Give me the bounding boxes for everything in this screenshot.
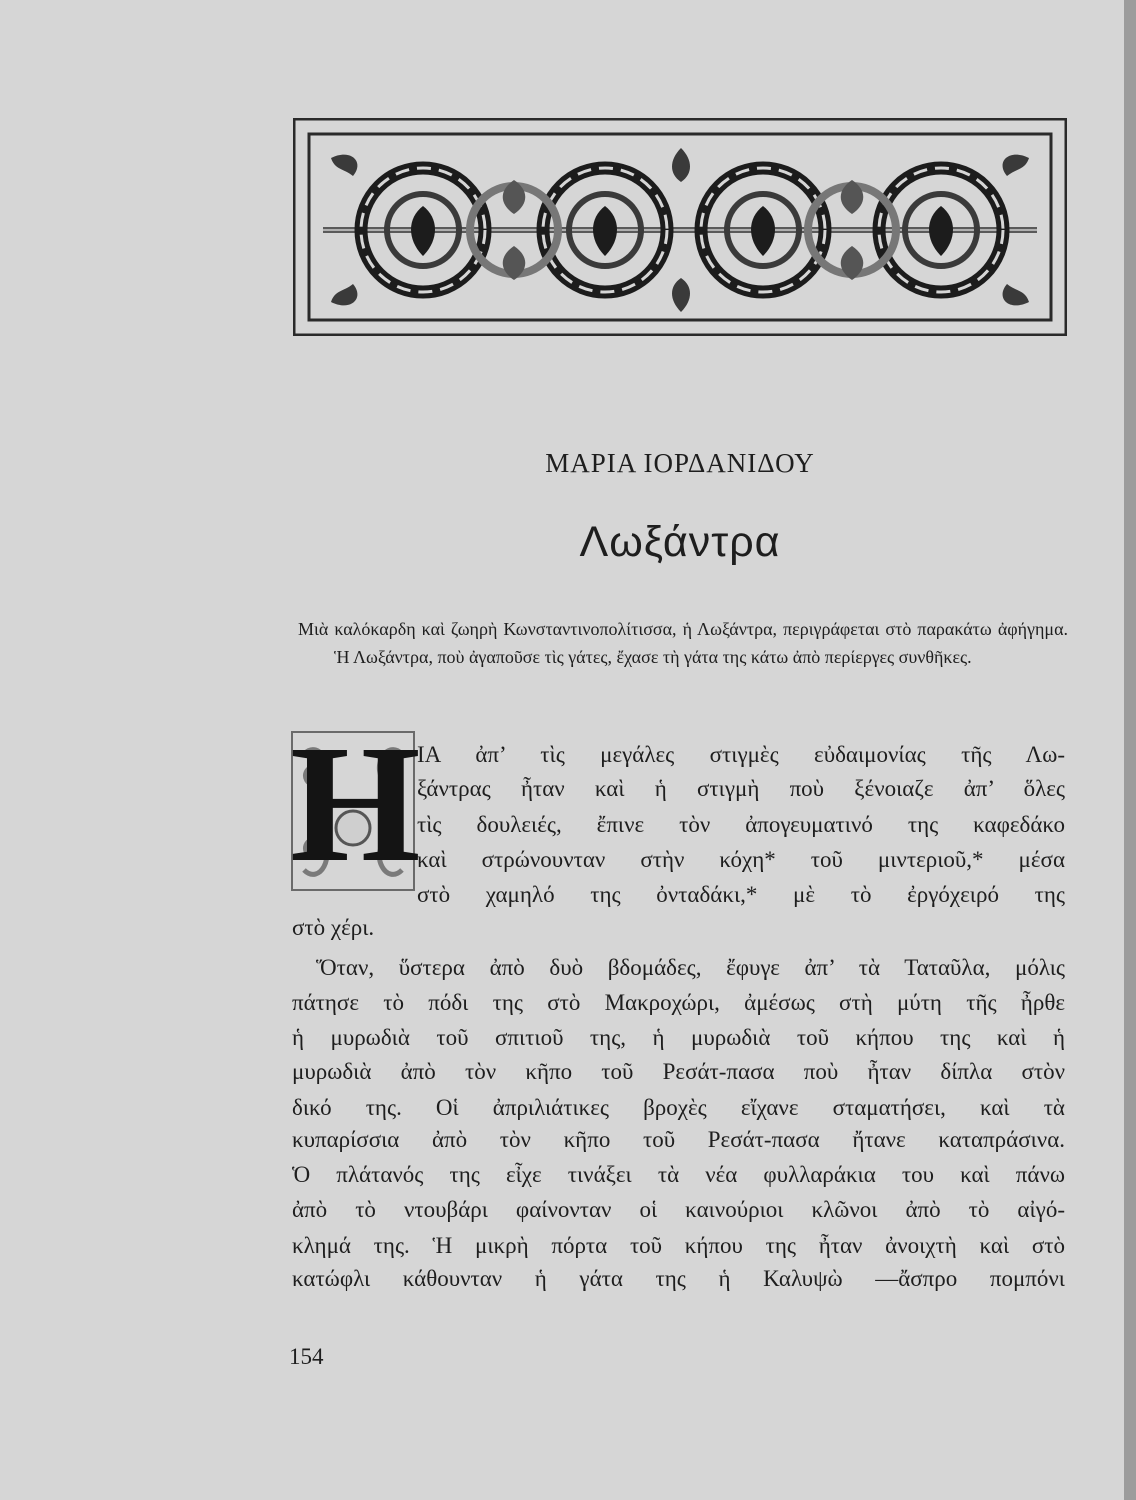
body-line: κατώφλι κάθουνταν ἡ γάτα της ἡ Καλυψὼ —ἄσπρο πομπόνι [292,1266,1065,1291]
drop-cap-initial [290,711,421,897]
drop-cap-letter: Η [290,711,421,897]
body-line: Ὁ πλάτανός της εἶχε τινάξει τὰ νέα φυλλαράκια του καὶ πάνω [292,1162,1065,1187]
page-number: 154 [289,1344,324,1369]
body-line: κυπαρίσσια ἀπὸ τὸν κῆπο τοῦ Ρεσάτ-πασα ἤτανε καταπράσινα. [292,1127,1065,1152]
body-line: δικό της. Οἱ ἀπριλιάτικες βροχὲς εἴχανε σταματήσει, καὶ τὰ [292,1095,1065,1120]
body-line: καὶ στρώνουνταν στὴν κόχη* τοῦ μιντεριοῦ,* μέσα [417,847,1065,872]
page-edge-shadow [1124,0,1136,1500]
body-line: στὸ χαμηλό της ὀνταδάκι,* μὲ τὸ ἐργόχειρό της [417,882,1065,907]
author-name: ΜΑΡΙΑ ΙΟΡΔΑΝΙΔΟΥ [545,448,815,478]
body-line: ἀπὸ τὸ ντουβάρι φαίνονταν οἱ καινούριοι κλῶνοι ἀπὸ τὸ αἰγό- [292,1197,1065,1222]
body-line: Ὅταν, ὕστερα ἀπὸ δυὸ βδομάδες, ἔφυγε ἀπ’ τὰ Ταταῦλα, μόλις [316,955,1065,980]
body-line: μυρωδιὰ ἀπὸ τὸν κῆπο τοῦ Ρεσάτ-πασα ποὺ ἦταν δίπλα στὸν [292,1059,1065,1084]
decorative-headpiece [293,118,1067,336]
intro-text: Μιὰ καλόκαρδη καὶ ζωηρὴ Κωνσταντινοπολίτισσα, ἡ Λωξάντρα, περιγράφεται στὸ παρακάτω ἀφήγημα. Ἡ Λωξάντρα, ποὺ ἀγαποῦσε τὶς γάτες, ἔχασε τὴ γάτα της κάτω ἀπὸ περίεργες συνθῆκες. [298,619,1068,667]
body-line: κλημά της. Ἡ μικρὴ πόρτα τοῦ κήπου της ἦταν ἀνοιχτὴ καὶ στὸ [292,1233,1065,1258]
body-line: ΙΑ ἀπ’ τὶς μεγάλες στιγμὲς εὐδαιμονίας τῆς Λω- [417,742,1065,767]
story-title: Λωξάντρα [579,518,781,566]
body-line: πάτησε τὸ πόδι της στὸ Μακροχώρι, ἀμέσως στὴ μύτη τῆς ἦρθε [292,990,1065,1015]
intro-summary [298,615,1068,671]
body-line: στὸ χέρι. [292,915,375,940]
body-line: ἡ μυρωδιὰ τοῦ σπιτιοῦ της, ἡ μυρωδιὰ τοῦ κήπου της καὶ ἡ [292,1025,1065,1050]
body-line: ξάντρας ἦταν καὶ ἡ στιγμὴ ποὺ ξένοιαζε ἀπ’ ὅλες [417,776,1065,801]
body-line: τὶς δουλειές, ἔπινε τὸν ἀπογευματινό της καφεδάκο [417,812,1065,837]
